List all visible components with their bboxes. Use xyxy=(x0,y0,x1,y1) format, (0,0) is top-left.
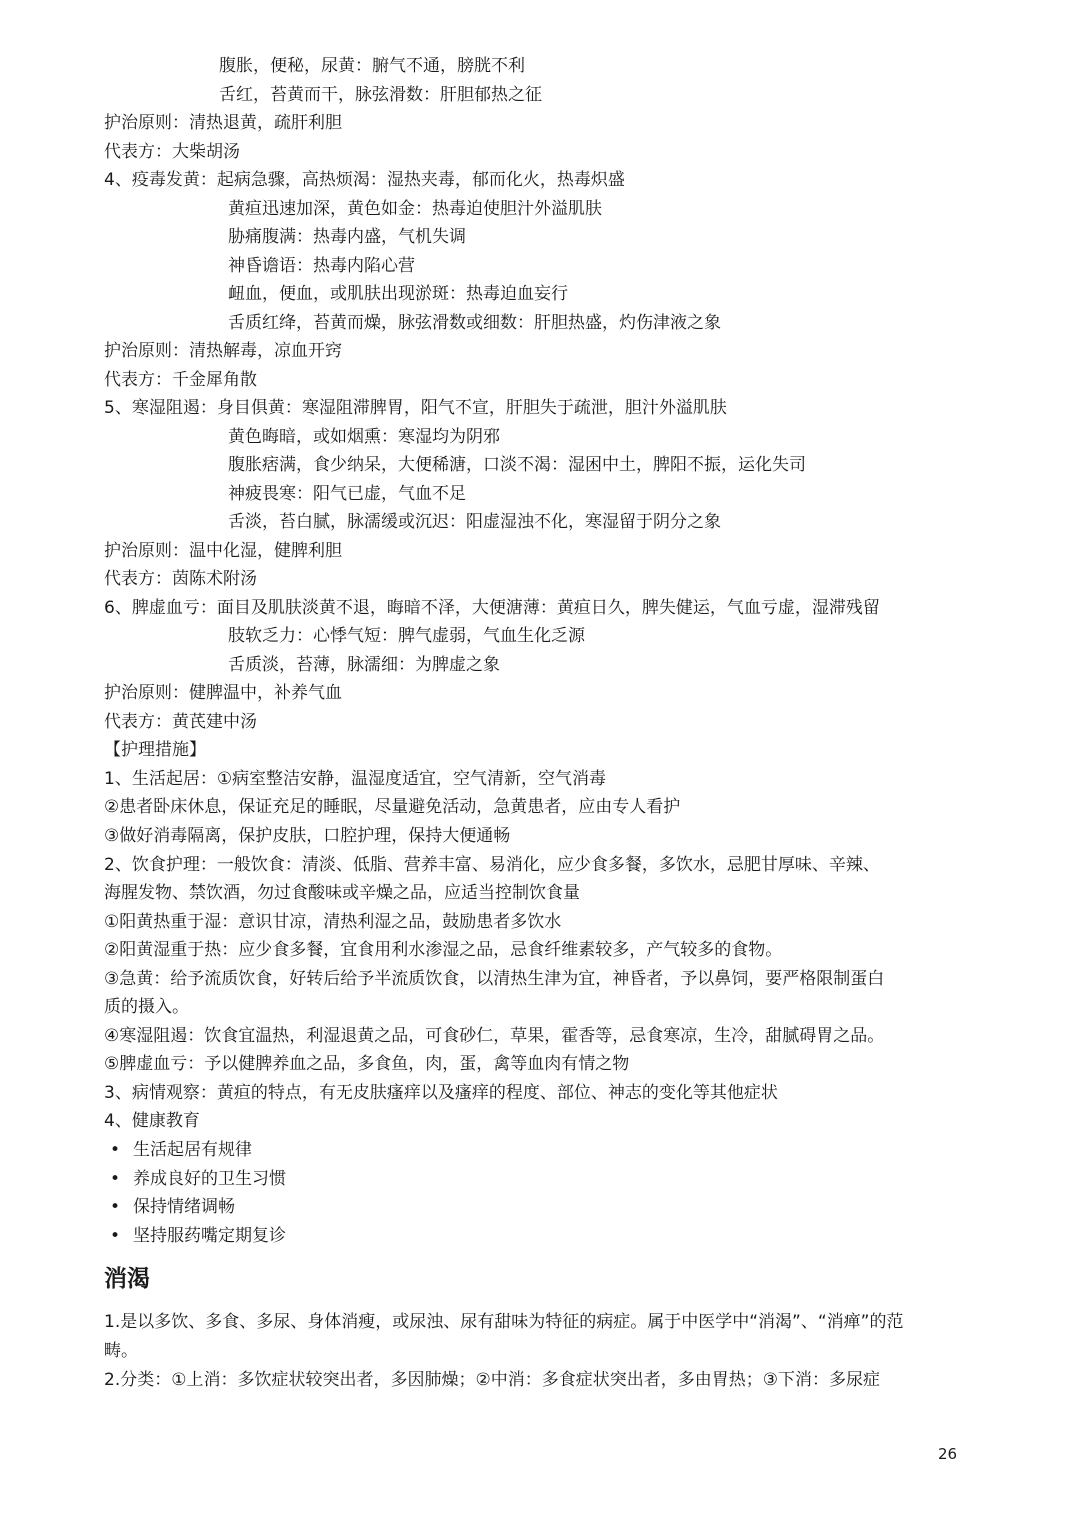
text-line: 舌质红绛，苔黄而燥，脉弦滑数或细数：肝胆热盛，灼伤津液之象 xyxy=(228,313,721,333)
list-item-text: 坚持服药嘴定期复诊 xyxy=(133,1226,286,1246)
list-item-text: 生活起居有规律 xyxy=(133,1140,252,1160)
text-line: 代表方：大柴胡汤 xyxy=(104,142,240,162)
text-line: 舌淡，苔白腻，脉濡缓或沉迟：阳虚湿浊不化，寒湿留于阴分之象 xyxy=(228,512,721,532)
text-line: ②阳黄湿重于热：应少食多餐，宜食用利水渗湿之品，忌食纤维素较多，产气较多的食物。 xyxy=(104,940,783,960)
text-line: 护治原则：清热退黄，疏肝利胆 xyxy=(104,113,342,133)
text-line: ①阳黄热重于湿：意识甘凉，清热利湿之品，鼓励患者多饮水 xyxy=(104,912,562,932)
text-line: 海腥发物、禁饮酒，勿过食酸味或辛燥之品，应适当控制饮食量 xyxy=(104,883,580,903)
text-line: 黄疸迅速加深，黄色如金：热毒迫使胆汁外溢肌肤 xyxy=(228,199,602,219)
text-line: 4、健康教育 xyxy=(104,1111,200,1131)
text-line: 代表方：黄芪建中汤 xyxy=(104,712,257,732)
text-line: ③急黄：给予流质饮食，好转后给予半流质饮食，以清热生津为宜，神昏者，予以鼻饲，要严格限制蛋白 xyxy=(104,969,885,989)
text-line: 肢软乏力：心悸气短：脾气虚弱，气血生化乏源 xyxy=(228,626,585,646)
text-line: 护治原则：健脾温中，补养气血 xyxy=(104,683,342,703)
text-line: ②患者卧床休息，保证充足的睡眠，尽量避免活动，急黄患者，应由专人看护 xyxy=(104,797,681,817)
text-line: 5、寒湿阻遏：身目俱黄：寒湿阻滞脾胃，阳气不宣，肝胆失于疏泄，胆汁外溢肌肤 xyxy=(104,398,727,418)
text-line: 腹胀，便秘，尿黄：腑气不通，膀胱不利 xyxy=(219,56,525,76)
page-number: 26 xyxy=(938,1445,958,1463)
text-line: 1、生活起居：①病室整洁安静，温湿度适宜，空气清新，空气消毒 xyxy=(104,769,607,789)
paragraph-line: 畴。 xyxy=(104,1341,138,1361)
text-line: 质的摄入。 xyxy=(104,997,189,1017)
paragraph-line: 2.分类：①上消：多饮症状较突出者，多因肺燥；②中消：多食症状突出者，多由胃热；③下消：多尿症 xyxy=(104,1370,880,1390)
text-line: 舌质淡，苔薄，脉濡细：为脾虚之象 xyxy=(228,655,500,675)
text-line: 腹胀痞满，食少纳呆，大便稀溏，口淡不渴：湿困中土，脾阳不振，运化失司 xyxy=(228,455,806,475)
bullet-marker: • xyxy=(110,1197,121,1217)
list-item-text: 养成良好的卫生习惯 xyxy=(133,1169,286,1189)
text-line: 4、疫毒发黄：起病急骤，高热烦渴：湿热夹毒，郁而化火，热毒炽盛 xyxy=(104,170,625,190)
section-label: 【护理措施】 xyxy=(104,740,206,760)
bullet-marker: • xyxy=(110,1169,121,1189)
section-heading: 消渴 xyxy=(104,1266,150,1292)
text-line: 2、饮食护理：一般饮食：清淡、低脂、营养丰富、易消化，应少食多餐，多饮水，忌肥甘厚味、辛辣、 xyxy=(104,855,880,875)
text-line: 护治原则：温中化湿，健脾利胆 xyxy=(104,541,342,561)
text-line: 护治原则：清热解毒，凉血开窍 xyxy=(104,341,342,361)
text-line: ③做好消毒隔离，保护皮肤，口腔护理，保持大便通畅 xyxy=(104,826,511,846)
bullet-marker: • xyxy=(110,1140,121,1160)
text-line: ⑤脾虚血亏：予以健脾养血之品，多食鱼，肉，蛋，禽等血肉有情之物 xyxy=(104,1054,630,1074)
text-line: 衄血，便血，或肌肤出现淤斑：热毒迫血妄行 xyxy=(228,284,568,304)
list-item-text: 保持情绪调畅 xyxy=(133,1197,235,1217)
text-line: 黄色晦暗，或如烟熏：寒湿均为阴邪 xyxy=(228,427,500,447)
text-line: 舌红，苔黄而干，脉弦滑数：肝胆郁热之征 xyxy=(219,85,542,105)
paragraph-line: 1.是以多饮、多食、多尿、身体消瘦，或尿浊、尿有甜味为特征的病症。属于中医学中“消渴”、“消瘅”的范 xyxy=(104,1312,904,1332)
text-line: 3、病情观察：黄疸的特点，有无皮肤瘙痒以及瘙痒的程度、部位、神志的变化等其他症状 xyxy=(104,1083,778,1103)
bullet-marker: • xyxy=(110,1226,121,1246)
text-line: 代表方：茵陈术附汤 xyxy=(104,569,257,589)
text-line: ④寒湿阻遏：饮食宜温热，利湿退黄之品，可食砂仁，草果，霍香等，忌食寒凉，生冷，甜腻碍胃之品。 xyxy=(104,1026,885,1046)
text-line: 6、脾虚血亏：面目及肌肤淡黄不退，晦暗不泽，大便溏薄：黄疸日久，脾失健运，气血亏虚，湿滞残留 xyxy=(104,598,880,618)
text-line: 神疲畏寒：阳气已虚，气血不足 xyxy=(228,484,466,504)
text-line: 代表方：千金犀角散 xyxy=(104,370,257,390)
text-line: 胁痛腹满：热毒内盛，气机失调 xyxy=(228,227,466,247)
text-line: 神昏谵语：热毒内陷心营 xyxy=(228,256,415,276)
